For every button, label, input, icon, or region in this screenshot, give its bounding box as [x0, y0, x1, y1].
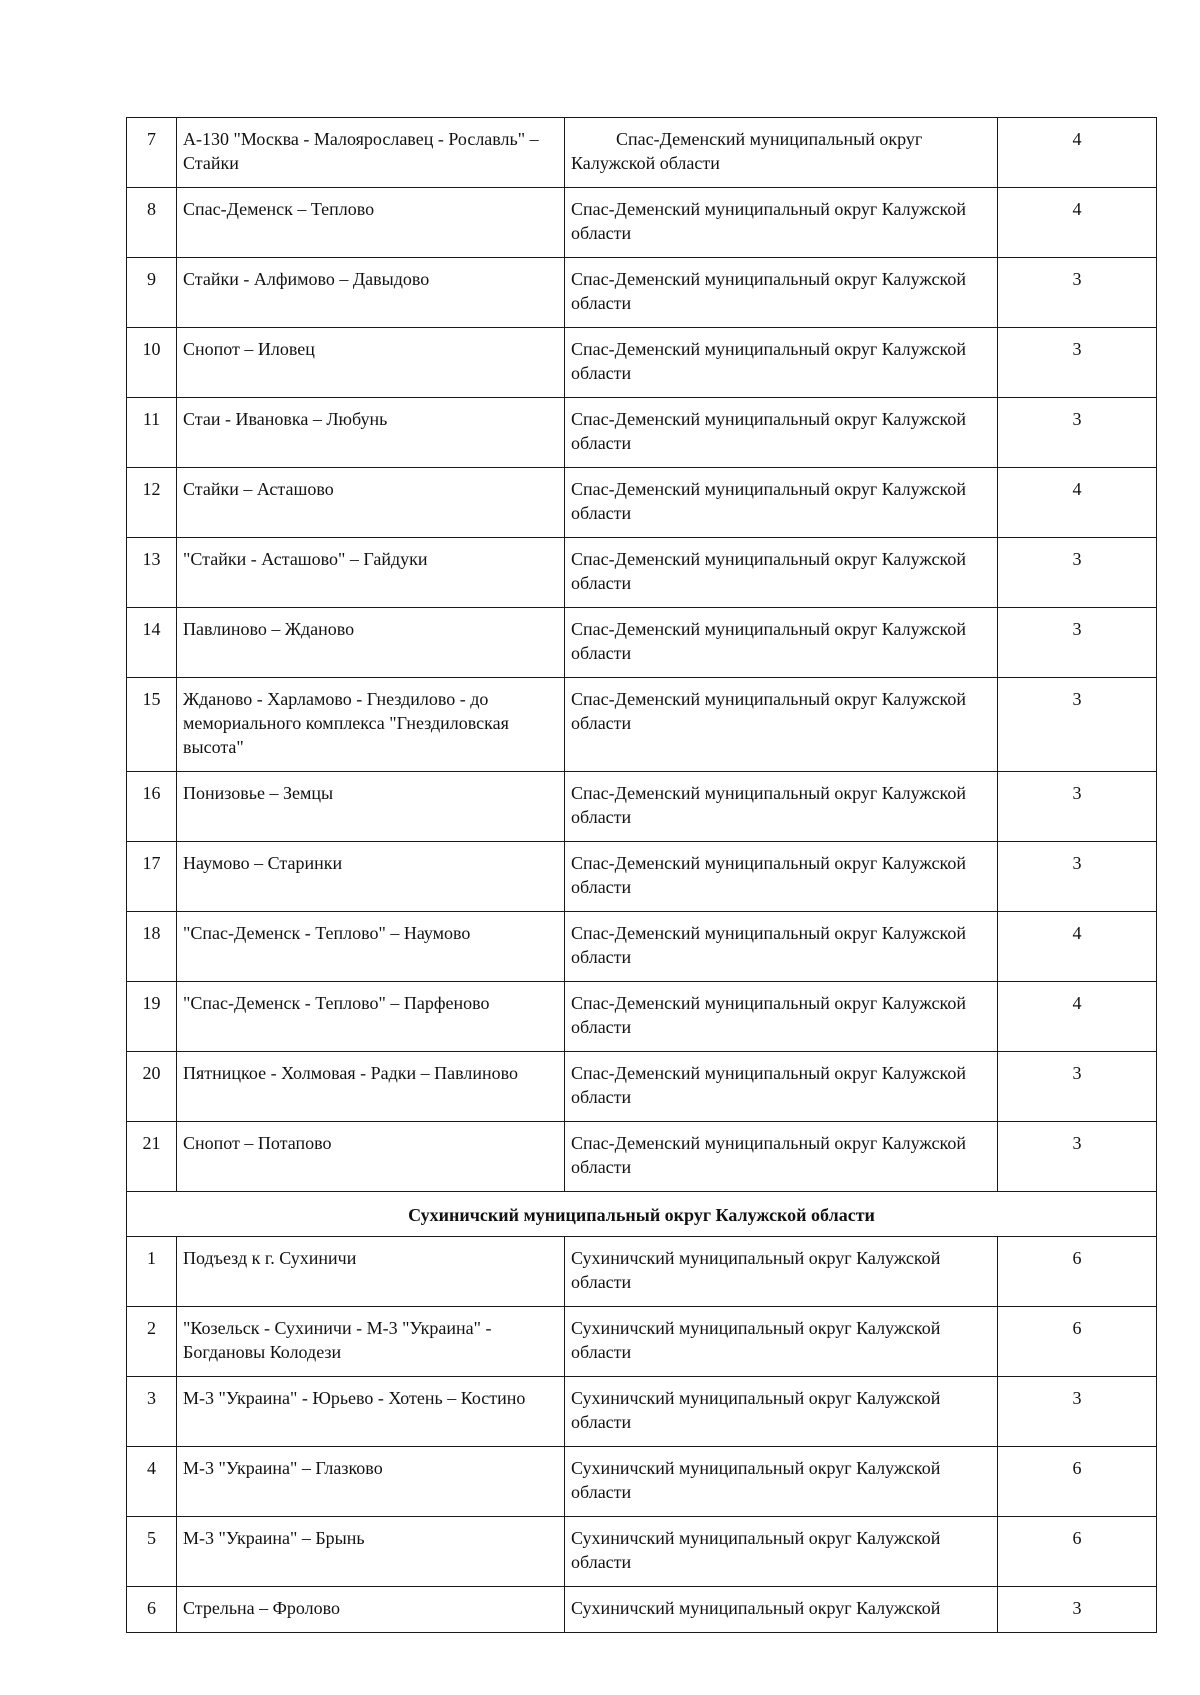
section-title: Сухиничский муниципальный округ Калужской области	[127, 1192, 1157, 1237]
row-number: 2	[127, 1307, 177, 1377]
row-number: 10	[127, 328, 177, 398]
row-number: 9	[127, 258, 177, 328]
road-owner: Спас-Деменский муниципальный округ Калужской области	[565, 678, 998, 772]
road-owner: Спас-Деменский муниципальный округ Калужской области	[565, 188, 998, 258]
table-row	[127, 1447, 1157, 1517]
road-category: 4	[998, 188, 1157, 258]
road-owner: Спас-Деменский муниципальный округ Калужской области	[565, 538, 998, 608]
table-row	[127, 678, 1157, 772]
table-row	[127, 842, 1157, 912]
road-category: 6	[998, 1237, 1157, 1307]
road-name: Жданово - Харламово - Гнездилово - до мемориального комплекса "Гнездиловская высота"	[177, 678, 565, 772]
road-owner: Спас-Деменский муниципальный округ Калужской области	[565, 118, 998, 188]
row-number: 14	[127, 608, 177, 678]
row-number: 1	[127, 1237, 177, 1307]
road-category: 3	[998, 1377, 1157, 1447]
table-row	[127, 1517, 1157, 1587]
road-name: Подъезд к г. Сухиничи	[177, 1237, 565, 1307]
table-row	[127, 912, 1157, 982]
table-row	[127, 468, 1157, 538]
road-name: М-3 "Украина" – Глазково	[177, 1447, 565, 1517]
table-row	[127, 1307, 1157, 1377]
table-row	[127, 398, 1157, 468]
table-row	[127, 1237, 1157, 1307]
row-number: 7	[127, 118, 177, 188]
road-category: 6	[998, 1307, 1157, 1377]
road-owner: Спас-Деменский муниципальный округ Калужской области	[565, 328, 998, 398]
road-name: Стайки – Асташово	[177, 468, 565, 538]
row-number: 18	[127, 912, 177, 982]
road-owner: Сухиничский муниципальный округ Калужской области	[565, 1307, 998, 1377]
table-row	[127, 982, 1157, 1052]
road-owner: Спас-Деменский муниципальный округ Калужской области	[565, 912, 998, 982]
road-name: "Стайки - Асташово" – Гайдуки	[177, 538, 565, 608]
table-row	[127, 538, 1157, 608]
table-row	[127, 1122, 1157, 1192]
road-owner: Сухиничский муниципальный округ Калужской области	[565, 1447, 998, 1517]
road-category: 3	[998, 772, 1157, 842]
road-owner: Спас-Деменский муниципальный округ Калужской области	[565, 842, 998, 912]
road-owner: Спас-Деменский муниципальный округ Калужской области	[565, 982, 998, 1052]
road-name: М-3 "Украина" – Брынь	[177, 1517, 565, 1587]
road-name: Павлиново – Жданово	[177, 608, 565, 678]
row-number: 19	[127, 982, 177, 1052]
road-category: 4	[998, 468, 1157, 538]
row-number: 11	[127, 398, 177, 468]
table-row	[127, 608, 1157, 678]
table-row	[127, 1377, 1157, 1447]
row-number: 17	[127, 842, 177, 912]
road-name: "Спас-Деменск - Теплово" – Наумово	[177, 912, 565, 982]
row-number: 20	[127, 1052, 177, 1122]
table-row	[127, 188, 1157, 258]
road-category: 3	[998, 678, 1157, 772]
road-name: Стайки - Алфимово – Давыдово	[177, 258, 565, 328]
road-name: Снопот – Потапово	[177, 1122, 565, 1192]
row-number: 21	[127, 1122, 177, 1192]
road-name: "Спас-Деменск - Теплово" – Парфеново	[177, 982, 565, 1052]
road-name: Понизовье – Земцы	[177, 772, 565, 842]
road-name: Снопот – Иловец	[177, 328, 565, 398]
row-number: 8	[127, 188, 177, 258]
table-row	[127, 772, 1157, 842]
road-category: 3	[998, 842, 1157, 912]
table-row	[127, 1587, 1157, 1633]
road-category: 3	[998, 328, 1157, 398]
road-category: 6	[998, 1517, 1157, 1587]
row-number: 12	[127, 468, 177, 538]
road-owner: Сухиничский муниципальный округ Калужской области	[565, 1517, 998, 1587]
road-name: А-130 "Москва - Малоярославец - Рославль" – Стайки	[177, 118, 565, 188]
road-category: 4	[998, 982, 1157, 1052]
road-owner: Спас-Деменский муниципальный округ Калужской области	[565, 1052, 998, 1122]
road-category: 3	[998, 398, 1157, 468]
road-owner: Спас-Деменский муниципальный округ Калужской области	[565, 608, 998, 678]
row-number: 3	[127, 1377, 177, 1447]
road-category: 4	[998, 118, 1157, 188]
road-name: Стаи - Ивановка – Любунь	[177, 398, 565, 468]
road-owner: Спас-Деменский муниципальный округ Калужской области	[565, 772, 998, 842]
road-name: "Козельск - Сухиничи - М-3 "Украина" - Богдановы Колодези	[177, 1307, 565, 1377]
road-name: Наумово – Старинки	[177, 842, 565, 912]
row-number: 5	[127, 1517, 177, 1587]
road-name: Спас-Деменск – Теплово	[177, 188, 565, 258]
road-category: 3	[998, 538, 1157, 608]
table-row	[127, 258, 1157, 328]
road-name: М-3 "Украина" - Юрьево - Хотень – Костино	[177, 1377, 565, 1447]
section-header-row	[127, 1192, 1157, 1237]
road-owner: Спас-Деменский муниципальный округ Калужской области	[565, 1122, 998, 1192]
row-number: 13	[127, 538, 177, 608]
road-owner: Сухиничский муниципальный округ Калужской	[565, 1587, 998, 1633]
table-row	[127, 328, 1157, 398]
road-category: 3	[998, 1052, 1157, 1122]
row-number: 4	[127, 1447, 177, 1517]
road-owner: Спас-Деменский муниципальный округ Калужской области	[565, 398, 998, 468]
row-number: 16	[127, 772, 177, 842]
road-owner: Спас-Деменский муниципальный округ Калужской области	[565, 468, 998, 538]
row-number: 6	[127, 1587, 177, 1633]
road-category: 3	[998, 1587, 1157, 1633]
road-owner: Спас-Деменский муниципальный округ Калужской области	[565, 258, 998, 328]
road-owner: Сухиничский муниципальный округ Калужской области	[565, 1377, 998, 1447]
road-category: 3	[998, 1122, 1157, 1192]
road-category: 3	[998, 608, 1157, 678]
row-number: 15	[127, 678, 177, 772]
road-category: 6	[998, 1447, 1157, 1517]
roads-table	[126, 117, 1157, 1633]
road-owner: Сухиничский муниципальный округ Калужской области	[565, 1237, 998, 1307]
table-row	[127, 118, 1157, 188]
table-row	[127, 1052, 1157, 1122]
road-category: 3	[998, 258, 1157, 328]
road-category: 4	[998, 912, 1157, 982]
road-name: Пятницкое - Холмовая - Радки – Павлиново	[177, 1052, 565, 1122]
road-name: Стрельна – Фролово	[177, 1587, 565, 1633]
